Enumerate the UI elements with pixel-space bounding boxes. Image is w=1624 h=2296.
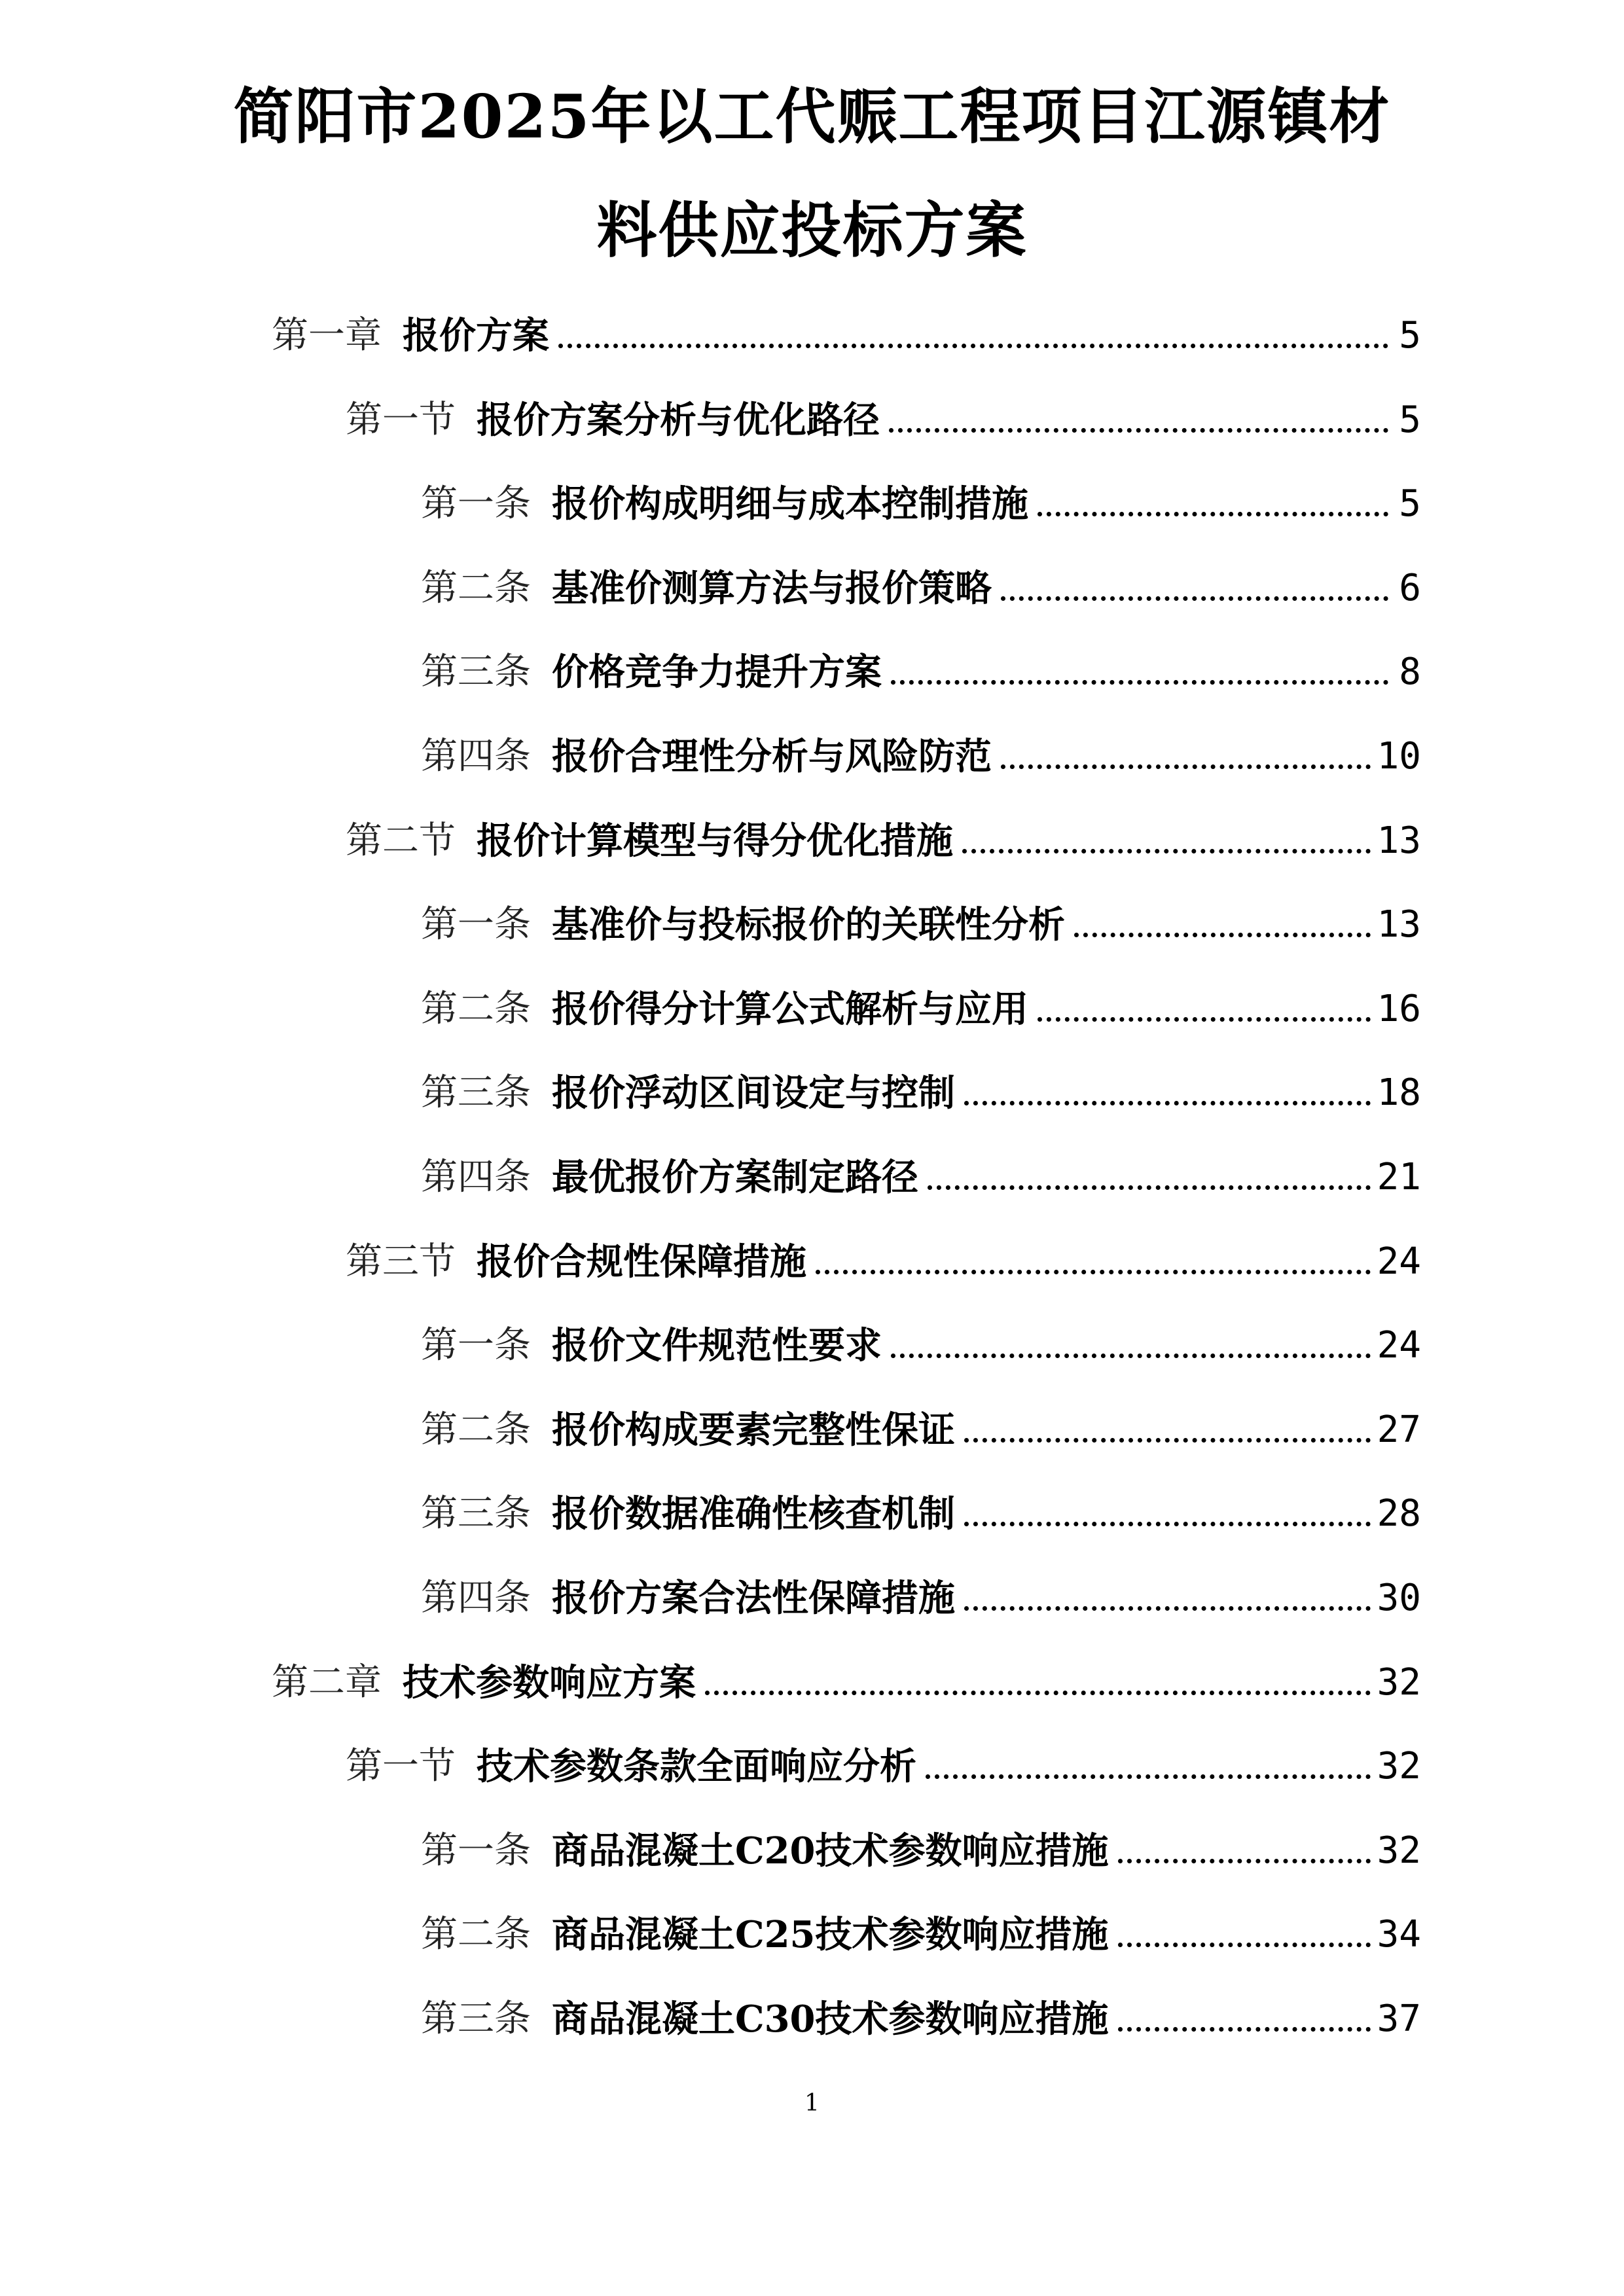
toc-leader-dots	[889, 428, 1388, 433]
toc-entry[interactable]	[421, 1155, 1421, 1200]
toc-leader-dots	[1038, 512, 1388, 516]
toc-entry-page-number: 24	[1377, 1324, 1421, 1367]
toc-entry[interactable]	[272, 313, 1421, 359]
toc-leader-dots	[816, 1270, 1371, 1274]
toc-leader-dots	[964, 1522, 1371, 1526]
toc-entry-label: 第二条	[421, 567, 531, 609]
toc-entry-page-number: 28	[1377, 1492, 1421, 1535]
toc-entry-title: 报价方案分析与优化路径	[477, 399, 880, 442]
toc-leader-dots	[1118, 1943, 1371, 1947]
toc-entry[interactable]	[346, 1239, 1421, 1285]
toc-entry-label: 第四条	[421, 1577, 531, 1619]
toc-leader-dots	[1001, 764, 1371, 769]
toc-entry-title: 商品混凝土C20技术参数响应措施	[552, 1829, 1109, 1873]
toc-entry-label: 第四条	[421, 1156, 531, 1198]
toc-entry-page-number: 5	[1399, 399, 1421, 441]
toc-entry-label: 第三条	[421, 1492, 531, 1535]
document-title-line-2: 料供应投标方案	[596, 195, 1028, 266]
toc-entry-title: 报价方案	[403, 314, 549, 357]
toc-entry[interactable]	[346, 818, 1421, 864]
toc-entry[interactable]	[421, 649, 1421, 695]
toc-leader-dots	[962, 849, 1371, 853]
toc-entry[interactable]	[421, 1491, 1421, 1537]
toc-entry-label: 第一条	[421, 1829, 531, 1872]
toc-entry-label: 第二节	[346, 819, 456, 862]
toc-entry-page-number: 27	[1377, 1408, 1421, 1451]
toc-entry[interactable]	[421, 1323, 1421, 1369]
toc-entry[interactable]	[346, 1744, 1421, 1789]
toc-entry-label: 第一节	[346, 399, 456, 441]
toc-entry-label: 第二条	[421, 1408, 531, 1451]
toc-entry-title: 基准价测算方法与报价策略	[552, 567, 992, 610]
toc-entry-title: 报价合规性保障措施	[477, 1240, 806, 1283]
toc-leader-dots	[891, 680, 1388, 685]
toc-entry-page-number: 10	[1377, 735, 1421, 778]
toc-entry[interactable]	[421, 734, 1421, 780]
toc-entry[interactable]	[421, 902, 1421, 948]
toc-leader-dots	[964, 1438, 1371, 1443]
toc-entry[interactable]	[272, 1660, 1421, 1706]
toc-entry-title: 技术参数响应方案	[403, 1661, 696, 1704]
toc-entry-title: 报价方案合法性保障措施	[552, 1577, 955, 1620]
toc-entry-title: 报价合理性分析与风险防范	[552, 735, 992, 778]
toc-entry-label: 第一条	[421, 903, 531, 946]
toc-entry-label: 第三条	[421, 1998, 531, 2040]
toc-entry-title: 报价得分计算公式解析与应用	[552, 988, 1028, 1031]
toc-entry[interactable]	[421, 1070, 1421, 1116]
toc-entry[interactable]	[421, 1828, 1421, 1874]
toc-entry[interactable]	[421, 986, 1421, 1032]
toc-leader-dots	[1118, 2027, 1371, 2032]
toc-entry-title: 报价计算模型与得分优化措施	[477, 819, 953, 863]
toc-entry-label: 第一条	[421, 1324, 531, 1367]
toc-entry-label: 第三条	[421, 651, 531, 693]
toc-entry-label: 第一章	[272, 314, 382, 357]
toc-entry-label: 第二条	[421, 988, 531, 1030]
toc-entry-label: 第三条	[421, 1071, 531, 1114]
toc-entry-title: 基准价与投标报价的关联性分析	[552, 903, 1065, 946]
toc-entry-page-number: 37	[1377, 1998, 1421, 2040]
toc-entry-label: 第二章	[272, 1661, 382, 1704]
toc-entry-label: 第二条	[421, 1913, 531, 1956]
toc-entry-page-number: 5	[1399, 314, 1421, 357]
toc-leader-dots	[705, 1691, 1371, 1695]
toc-entry-title: 商品混凝土C25技术参数响应措施	[552, 1913, 1109, 1956]
toc-entry-title: 报价浮动区间设定与控制	[552, 1071, 955, 1115]
toc-entry-label: 第四条	[421, 735, 531, 778]
toc-entry-label: 第一节	[346, 1745, 456, 1787]
toc-entry-label: 第三节	[346, 1240, 456, 1283]
toc-leader-dots	[1074, 933, 1371, 937]
toc-entry-title: 报价数据准确性核查机制	[552, 1492, 955, 1535]
toc-entry-page-number: 13	[1377, 903, 1421, 946]
toc-entry-page-number: 24	[1377, 1240, 1421, 1283]
toc-entry-page-number: 32	[1377, 1745, 1421, 1787]
toc-leader-dots	[891, 1354, 1371, 1358]
toc-entry[interactable]	[421, 1407, 1421, 1453]
toc-leader-dots	[1001, 596, 1388, 601]
toc-leader-dots	[964, 1101, 1371, 1105]
toc-entry[interactable]	[346, 397, 1421, 443]
toc-entry-title: 报价构成要素完整性保证	[552, 1408, 955, 1452]
toc-entry-page-number: 8	[1399, 651, 1421, 693]
toc-entry-title: 价格竞争力提升方案	[552, 651, 882, 694]
toc-leader-dots	[1038, 1017, 1371, 1022]
toc-entry[interactable]	[421, 1996, 1421, 2042]
toc-entry-page-number: 32	[1377, 1829, 1421, 1872]
toc-entry-page-number: 16	[1377, 988, 1421, 1030]
toc-leader-dots	[1118, 1859, 1371, 1863]
toc-leader-dots	[926, 1774, 1371, 1779]
toc-entry-page-number: 5	[1399, 482, 1421, 525]
toc-entry-page-number: 32	[1377, 1661, 1421, 1704]
toc-leader-dots	[928, 1185, 1371, 1190]
toc-entry-title: 商品混凝土C30技术参数响应措施	[552, 1998, 1109, 2041]
toc-entry-page-number: 6	[1399, 567, 1421, 609]
toc-entry-title: 技术参数条款全面响应分析	[477, 1745, 916, 1788]
toc-entry[interactable]	[421, 1912, 1421, 1958]
page-number: 1	[804, 2090, 820, 2117]
toc-leader-dots	[558, 344, 1388, 348]
toc-entry[interactable]	[421, 1575, 1421, 1621]
document-title-line-1: 简阳市2025年以工代赈工程项目江源镇材	[233, 81, 1391, 152]
toc-entry-page-number: 21	[1377, 1156, 1421, 1198]
toc-leader-dots	[964, 1606, 1371, 1611]
toc-entry-label: 第一条	[421, 482, 531, 525]
toc-entry[interactable]	[421, 565, 1421, 611]
toc-entry-page-number: 34	[1377, 1913, 1421, 1956]
toc-entry[interactable]	[421, 481, 1421, 527]
toc-entry-page-number: 30	[1377, 1577, 1421, 1619]
toc-entry-page-number: 13	[1377, 819, 1421, 862]
toc-entry-title: 报价构成明细与成本控制措施	[552, 482, 1028, 526]
toc-entry-title: 报价文件规范性要求	[552, 1324, 882, 1367]
toc-entry-title: 最优报价方案制定路径	[552, 1156, 918, 1199]
toc-entry-page-number: 18	[1377, 1071, 1421, 1114]
